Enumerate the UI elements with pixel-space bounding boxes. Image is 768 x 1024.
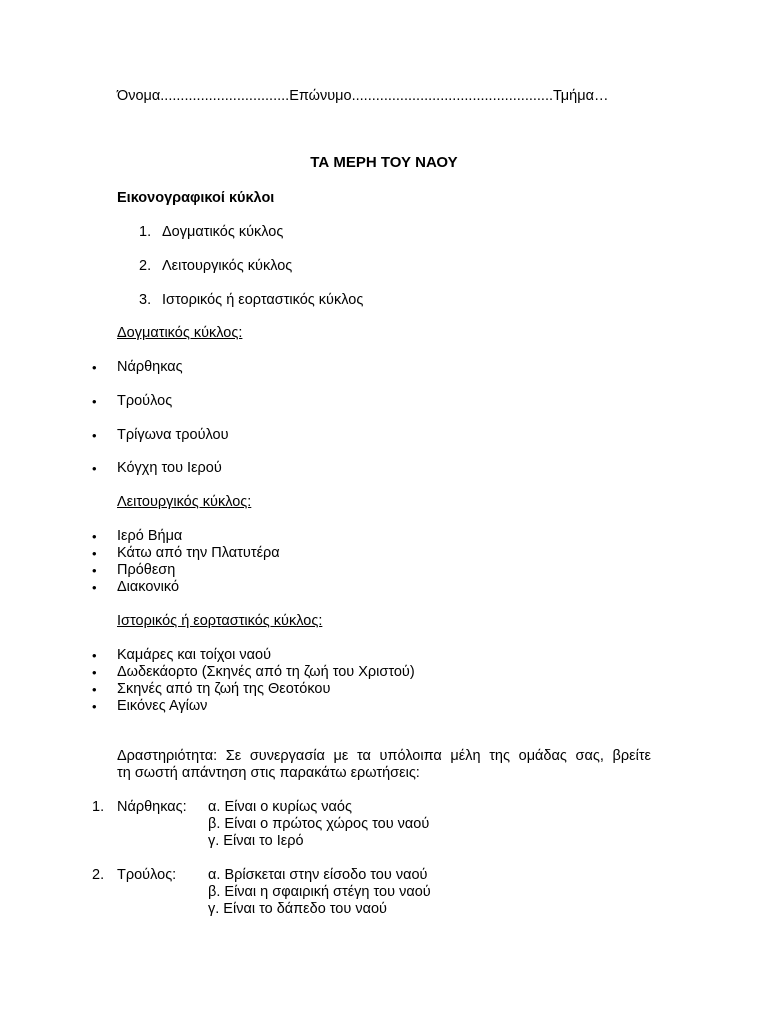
dogmatic-heading: Δογματικός κύκλος:: [117, 325, 243, 341]
list-item: Πρόθεση: [117, 562, 176, 578]
bullet-icon: •: [92, 563, 97, 578]
cycle-item: Λειτουργικός κύκλος: [162, 258, 293, 274]
list-item: Νάρθηκας: [117, 359, 183, 375]
list-item: Σκηνές από τη ζωή της Θεοτόκου: [117, 681, 331, 697]
cycle-num: 1.: [139, 224, 152, 240]
list-item: Ιερό Βήμα: [117, 528, 183, 544]
cycle-num: 2.: [139, 258, 152, 274]
bullet-icon: •: [92, 529, 97, 544]
bullet-icon: •: [92, 394, 97, 409]
list-item: Κάτω από την Πλατυτέρα: [117, 545, 280, 561]
answer-option: α. Βρίσκεται στην είσοδο του ναού: [208, 867, 428, 883]
bullet-icon: •: [92, 461, 97, 476]
bullet-icon: •: [92, 428, 97, 443]
list-item: Διακονικό: [117, 579, 180, 595]
question-label: Νάρθηκας:: [117, 799, 187, 815]
historical-heading: Ιστορικός ή εορταστικός κύκλος:: [117, 613, 323, 629]
bullet-icon: •: [92, 648, 97, 663]
answer-option: γ. Είναι το Ιερό: [208, 833, 304, 849]
list-item: Τρούλος: [117, 393, 173, 409]
name-line: Όνομα................................Επώνυμο..................................................Τμήμα…: [117, 88, 609, 104]
bullet-icon: •: [92, 580, 97, 595]
page-title: ΤΑ ΜΕΡΗ ΤΟΥ ΝΑΟΥ: [310, 154, 458, 171]
bullet-icon: •: [92, 682, 97, 697]
cycle-item: Δογματικός κύκλος: [162, 224, 284, 240]
answer-option: β. Είναι ο πρώτος χώρος του ναού: [208, 816, 430, 832]
answer-option: γ. Είναι το δάπεδο του ναού: [208, 901, 387, 917]
cycle-num: 3.: [139, 292, 152, 308]
question-number: 1.: [92, 799, 105, 815]
list-item: Εικόνες Αγίων: [117, 698, 208, 714]
liturgical-heading: Λειτουργικός κύκλος:: [117, 494, 252, 510]
activity-text: Δραστηριότητα: Σε συνεργασία με τα υπόλοιπα μέλη της ομάδας σας, βρείτε: [117, 748, 651, 764]
cycles-heading: Εικονογραφικοί κύκλοι: [117, 190, 275, 206]
question-label: Τρούλος:: [117, 867, 177, 883]
question-number: 2.: [92, 867, 105, 883]
bullet-icon: •: [92, 699, 97, 714]
list-item: Τρίγωνα τρούλου: [117, 427, 229, 443]
list-item: Δωδεκάορτο (Σκηνές από τη ζωή του Χριστού): [117, 664, 415, 680]
cycle-item: Ιστορικός ή εορταστικός κύκλος: [162, 292, 364, 308]
bullet-icon: •: [92, 546, 97, 561]
bullet-icon: •: [92, 360, 97, 375]
list-item: Καμάρες και τοίχοι ναού: [117, 647, 272, 663]
activity-text: τη σωστή απάντηση στις παρακάτω ερωτήσεις:: [117, 765, 420, 781]
list-item: Κόγχη του Ιερού: [117, 460, 222, 476]
answer-option: β. Είναι η σφαιρική στέγη του ναού: [208, 884, 431, 900]
answer-option: α. Είναι ο κυρίως ναός: [208, 799, 352, 815]
bullet-icon: •: [92, 665, 97, 680]
